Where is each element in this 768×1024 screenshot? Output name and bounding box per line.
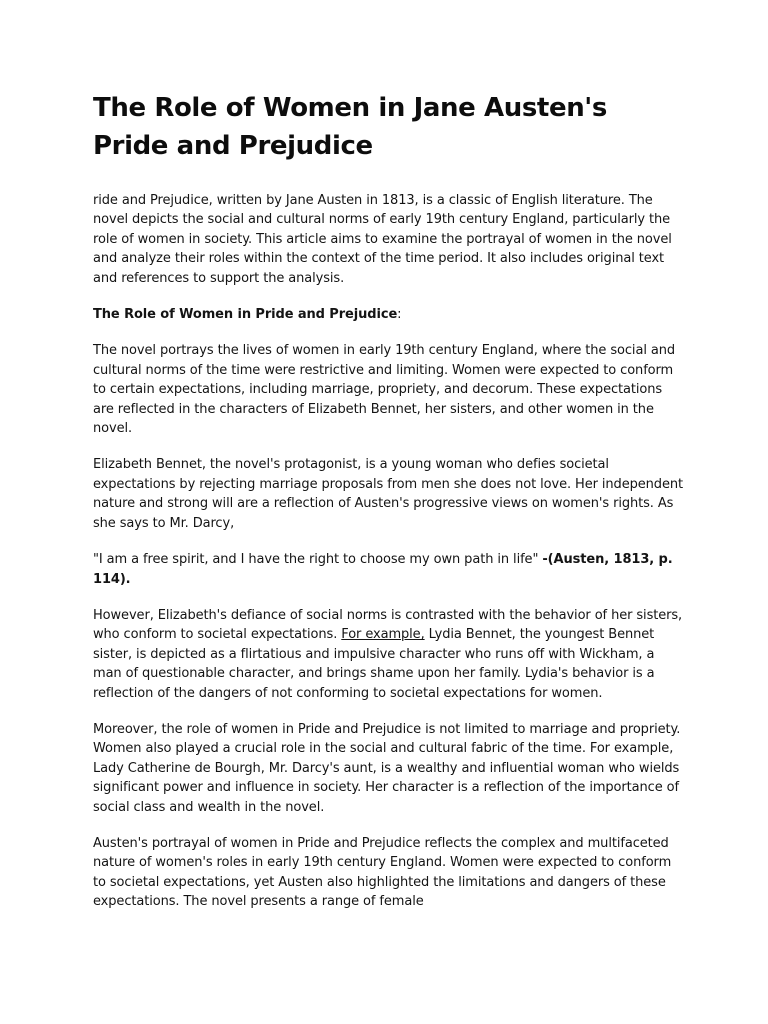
paragraph-4: Moreover, the role of women in Pride and Prejudice is not limited to marriage and propriety. Women also played a crucial role in the social and cultural fabric of the time. For example, Lady Catherine de Bourgh, Mr. Darcy's aunt, is a wealthy and influential woman who wields significant power and influence in society. Her character is a reflection of the importance of social class and wealth in the novel. bbox=[93, 721, 681, 815]
intro-paragraph: ride and Prejudice, written by Jane Austen in 1813, is a classic of English literature. The novel depicts the social and cultural norms of early 19th century England, particularly the role of women in society. This article aims to examine the portrayal of women in the novel and analyze their roles within the context of the time period. It also includes original text and references to support the analysis. bbox=[93, 193, 672, 286]
quote-citation: -(Austen, 1813, p. 114). bbox=[93, 552, 673, 587]
paragraph-3-end: Lydia Bennet, the youngest Bennet sister, is depicted as a flirtatious and impulsive character who runs off with Wickham, a man of questionable character, and brings shame upon her family. Lydia's behavior is a reflection of the dangers of not conforming to societal expectations for women. bbox=[93, 627, 655, 701]
section-heading-text: The Role of Women in Pride and Prejudice bbox=[93, 307, 398, 323]
section-heading-colon: : bbox=[397, 307, 402, 323]
quote-paragraph bbox=[93, 550, 685, 589]
paragraph-3 bbox=[93, 606, 685, 703]
paragraph-1: The novel portrays the lives of women in early 19th century England, where the social and cultural norms of the time were restrictive and limiting. Women were expected to conform to certain expectations, including marriage, propriety, and decorum. These expectations are reflected in the characters of Elizabeth Bennet, her sisters, and other women in the novel. bbox=[93, 343, 676, 437]
paragraph-3-start: However, Elizabeth's defiance of social norms is contrasted with the behavior of her sisters, who conform to societal expectations. bbox=[93, 607, 683, 643]
paragraph-5: Austen's portrayal of women in Pride and Prejudice reflects the complex and multifaceted nature of women's roles in early 19th century England. Women were expected to conform to societal expectations, yet Austen also highlighted the limitations and dangers of these expectations. The novel presents a range of female bbox=[93, 835, 672, 910]
paragraph-2: Elizabeth Bennet, the novel's protagonist, is a young woman who defies societal expectations by rejecting marriage proposals from men she does not love. Her independent nature and strong will are a reflection of Austen's progressive views on women's rights. As she says to Mr. Darcy, bbox=[93, 457, 683, 531]
section-heading bbox=[93, 305, 685, 324]
for-example-link[interactable]: For example, bbox=[341, 627, 425, 643]
document-page bbox=[93, 89, 685, 929]
document-title: The Role of Women in Jane Austen's Pride and Prejudice bbox=[93, 93, 607, 161]
quote-text: "I am a free spirit, and I have the right to choose my own path in life" bbox=[93, 552, 543, 568]
